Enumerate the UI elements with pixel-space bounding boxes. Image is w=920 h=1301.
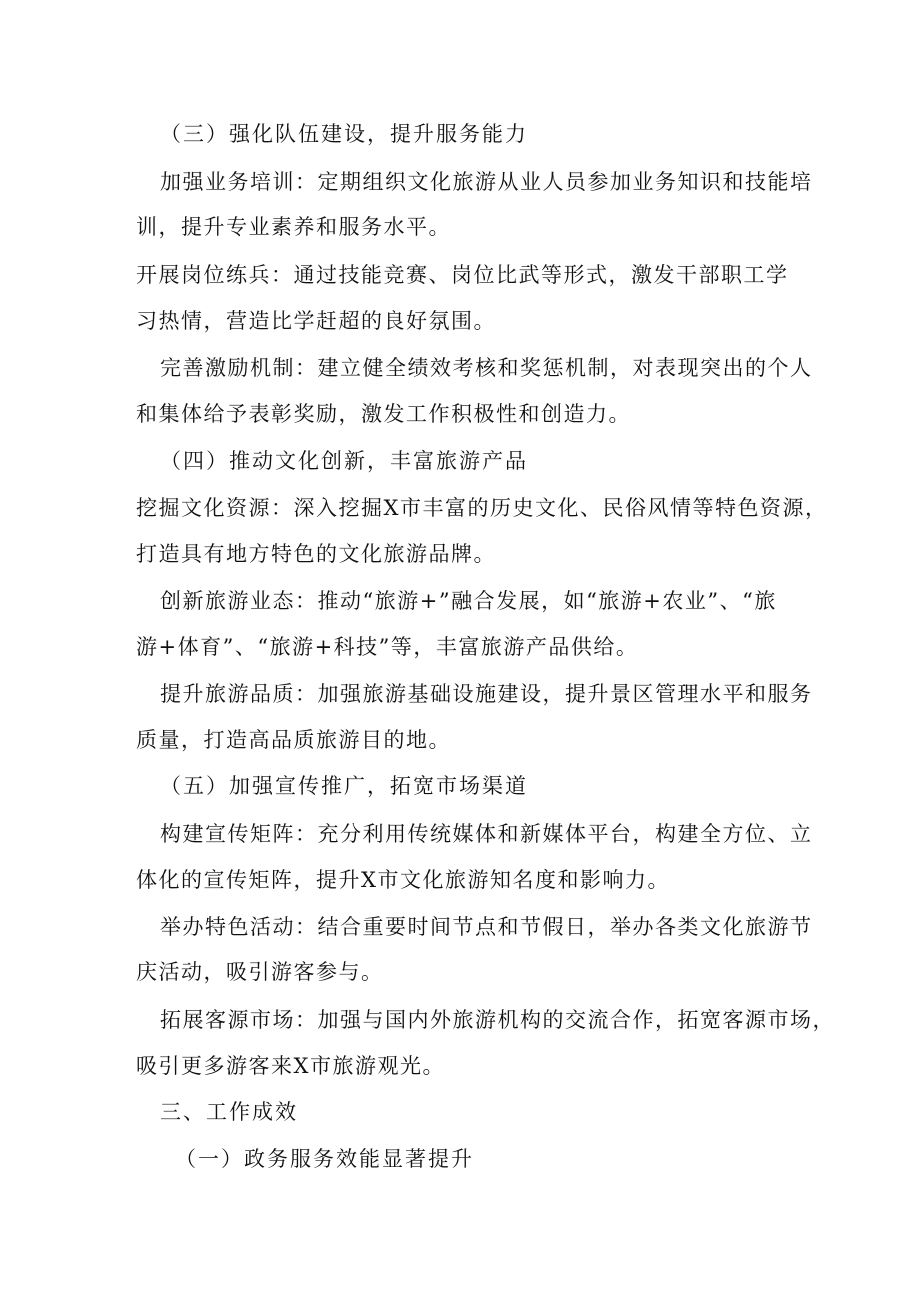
section-heading: （四）推动文化创新，丰富旅游产品	[160, 449, 528, 473]
paragraph-line: 举办特色活动：结合重要时间节点和节假日，举办各类文化旅游节	[160, 915, 813, 939]
paragraph-line: 完善激励机制：建立健全绩效考核和奖惩机制，对表现突出的个人	[160, 356, 813, 380]
paragraph-line: 创新旅游业态：推动“旅游+”融合发展，如“旅游+农业”、“旅	[160, 589, 777, 613]
section-heading: （五）加强宣传推广，拓宽市场渠道	[160, 774, 528, 798]
paragraph-line: 拓展客源市场：加强与国内外旅游机构的交流合作，拓宽客源市场，	[160, 1008, 835, 1032]
paragraph-line: 打造具有地方特色的文化旅游品牌。	[136, 542, 496, 566]
paragraph-line: 质量，打造高品质旅游目的地。	[136, 728, 451, 752]
part-heading: 三、工作成效	[160, 1100, 298, 1124]
paragraph-line: 加强业务培训：定期组织文化旅游从业人员参加业务知识和技能培	[160, 170, 813, 194]
paragraph-line: 提升旅游品质：加强旅游基础设施建设，提升景区管理水平和服务	[160, 682, 813, 706]
paragraph-line: 游+体育”、“旅游+科技”等，丰富旅游产品供给。	[136, 635, 639, 659]
paragraph-line: 吸引更多游客来X市旅游观光。	[136, 1054, 445, 1078]
paragraph-line: 挖掘文化资源：深入挖掘X市丰富的历史文化、民俗风情等特色资源，	[136, 496, 828, 520]
paragraph-line: 习热情，营造比学赶超的良好氛围。	[136, 309, 496, 333]
paragraph-line: 和集体给予表彰奖励，激发工作积极性和创造力。	[136, 402, 631, 426]
paragraph-line: 体化的宣传矩阵，提升X市文化旅游知名度和影响力。	[136, 868, 670, 892]
paragraph-line: 庆活动，吸引游客参与。	[136, 960, 384, 984]
subsection-heading: （一）政务服务效能显著提升	[175, 1147, 474, 1171]
paragraph-line: 训，提升专业素养和服务水平。	[136, 215, 451, 239]
paragraph-line: 构建宣传矩阵：充分利用传统媒体和新媒体平台，构建全方位、立	[160, 822, 813, 846]
section-heading: （三）强化队伍建设，提升服务能力	[160, 122, 528, 146]
paragraph-line: 开展岗位练兵：通过技能竞赛、岗位比武等形式，激发干部职工学	[136, 263, 789, 287]
